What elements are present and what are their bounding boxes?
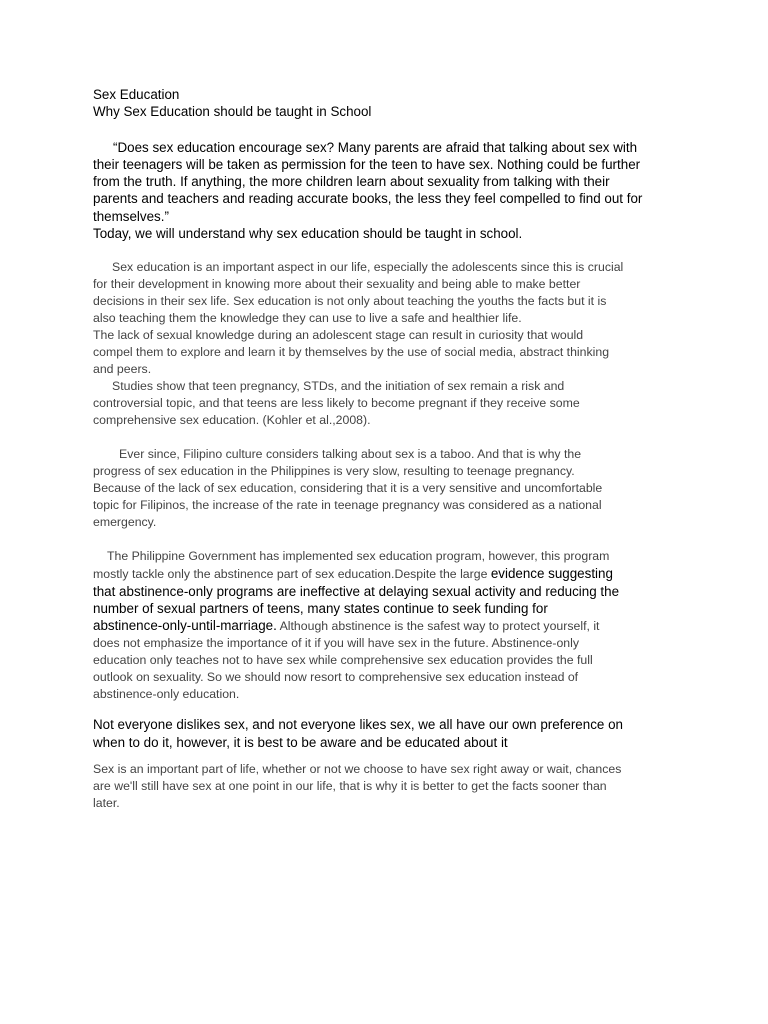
- text-line: parents and teachers and reading accurate books, the less they feel compelled to find out for: [93, 191, 643, 207]
- text-line: themselves.”: [93, 208, 169, 224]
- paragraph-5: [93, 761, 683, 812]
- text-line: Sex is an important part of life, whether or not we choose to have sex right away or wait, chances: [93, 761, 622, 776]
- text-line: also teaching them the knowledge they can use to live a safe and healthier life.: [93, 311, 522, 326]
- text-line: when to do it, however, it is best to be aware and be educated about it: [93, 734, 508, 750]
- text-line: abstinence-only-until-marriage. Although abstinence is the safest way to protect yourself, it: [93, 618, 600, 634]
- text-line: education only teaches not to have sex while comprehensive sex education provides the full: [93, 653, 593, 668]
- text-line: compel them to explore and learn it by themselves by the use of social media, abstract thinking: [93, 345, 610, 360]
- quote-paragraph: [93, 139, 683, 242]
- text-line: mostly tackle only the abstinence part of sex education.Despite the large evidence suggesting: [93, 566, 613, 582]
- text-line: comprehensive sex education. (Kohler et al.,2008).: [93, 413, 371, 428]
- text-line: from the truth. If anything, the more children learn about sexuality from talking with their: [93, 174, 610, 190]
- paragraph-4: [93, 716, 683, 750]
- text-line: that abstinence-only programs are ineffective at delaying sexual activity and reducing the: [93, 584, 620, 600]
- document-page: [93, 86, 683, 812]
- text-line: Ever since, Filipino culture considers talking about sex is a taboo. And that is why the: [119, 447, 582, 462]
- paragraph-2: [93, 446, 683, 531]
- text-line: Not everyone dislikes sex, and not everyone likes sex, we all have our own preference on: [93, 717, 623, 733]
- text-line: The Philippine Government has implemented sex education program, however, this program: [107, 549, 610, 564]
- text-line: abstinence-only education.: [93, 687, 240, 702]
- text-line: does not emphasize the importance of it if you will have sex in the future. Abstinence-only: [93, 636, 579, 651]
- text-line: Because of the lack of sex education, considering that it is a very sensitive and uncomfortable: [93, 481, 603, 496]
- text-line: The lack of sexual knowledge during an adolescent stage can result in curiosity that would: [93, 328, 584, 343]
- text-line: decisions in their sex life. Sex education is not only about teaching the youths the facts but it is: [93, 294, 607, 309]
- text-line: are we'll still have sex at one point in our life, that is why it is better to get the facts sooner than: [93, 778, 607, 793]
- text-line: controversial topic, and that teens are less likely to become pregnant if they receive some: [93, 396, 580, 411]
- text-line: Sex education is an important aspect in our life, especially the adolescents since this is crucial: [112, 260, 624, 275]
- paragraph-1: [93, 259, 683, 429]
- text-line: “Does sex education encourage sex? Many parents are afraid that talking about sex with: [113, 139, 638, 155]
- text-line: and peers.: [93, 362, 152, 377]
- text-line: topic for Filipinos, the increase of the rate in teenage pregnancy was considered as a national: [93, 498, 602, 513]
- document-title: Sex Education: [93, 87, 180, 102]
- text-line: their teenagers will be taken as permission for the teen to have sex. Nothing could be further: [93, 157, 641, 173]
- text-line: number of sexual partners of teens, many states continue to seek funding for: [93, 601, 548, 617]
- text-line: progress of sex education in the Philippines is very slow, resulting to teenage pregnancy.: [93, 464, 575, 479]
- text-line: emergency.: [93, 515, 157, 530]
- text-line: Studies show that teen pregnancy, STDs, and the initiation of sex remain a risk and: [112, 379, 565, 394]
- document-subtitle: Why Sex Education should be taught in School: [93, 104, 372, 120]
- paragraph-3: [93, 548, 683, 703]
- text-line: outlook on sexuality. So we should now resort to comprehensive sex education instead of: [93, 670, 579, 685]
- text-line: for their development in knowing more about their sexuality and being able to make better: [93, 277, 581, 292]
- text-line: later.: [93, 795, 120, 810]
- text-line: Today, we will understand why sex education should be taught in school.: [93, 225, 523, 241]
